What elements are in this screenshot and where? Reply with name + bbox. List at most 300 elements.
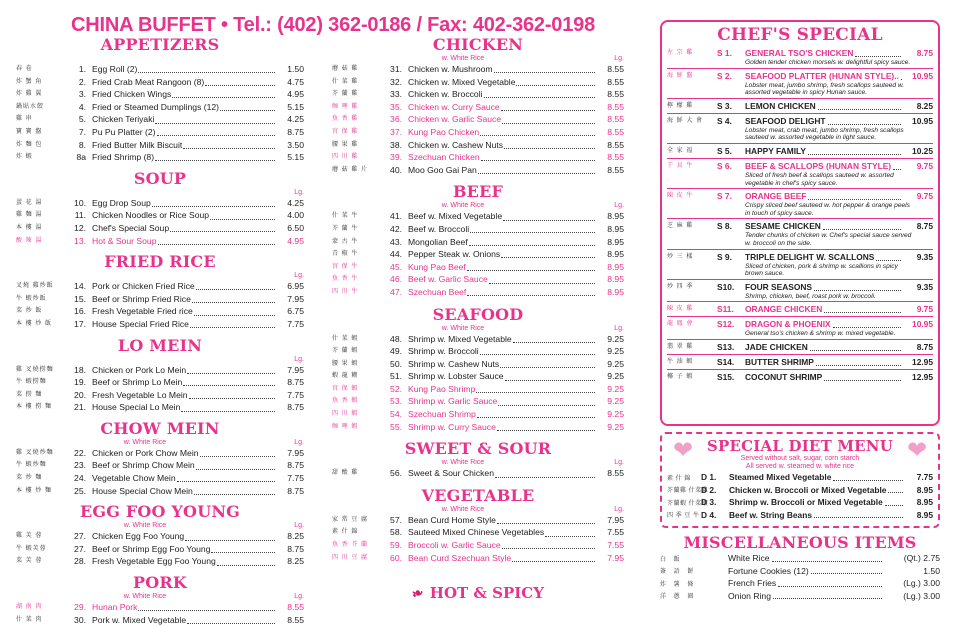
menu-item[interactable] (16, 364, 304, 377)
item-name: ORANGE BEEF (745, 191, 806, 202)
item-chinese-name: 芥蘭雞 什菜雞 (667, 485, 701, 494)
dot-leader (138, 603, 275, 611)
menu-item[interactable] (16, 376, 304, 389)
item-chinese-name: 炸 薯 條 (660, 579, 728, 588)
menu-item[interactable] (16, 305, 304, 318)
dot-leader (183, 141, 275, 149)
menu-item[interactable] (16, 601, 304, 614)
left-column (16, 36, 304, 626)
dot-leader (470, 225, 595, 233)
menu-item[interactable] (16, 555, 304, 568)
menu-section (16, 253, 304, 330)
section-subheader (16, 355, 304, 364)
menu-item[interactable] (16, 389, 304, 402)
chef-special-line (667, 161, 933, 172)
menu-item[interactable] (16, 151, 304, 164)
chef-special-item[interactable] (667, 98, 933, 113)
chef-special-item[interactable] (667, 316, 933, 339)
item-chinese-name: 蘑 菇 雞 片 (332, 164, 380, 177)
item-price: (Lg.) 3.00 (884, 578, 940, 588)
item-chinese-name: 酸 辣 湯 (16, 235, 64, 248)
item-name: Vegetable Chow Mein (92, 472, 176, 485)
item-name: ORANGE CHICKEN (745, 304, 822, 315)
item-price: 4.95 (276, 88, 304, 101)
chef-special-line (667, 252, 933, 263)
misc-item[interactable] (660, 590, 940, 603)
item-price: 10.95 (903, 116, 933, 127)
dot-leader (504, 141, 595, 149)
item-number: 10. (64, 197, 92, 210)
menu-item[interactable] (16, 235, 304, 248)
dot-leader (185, 533, 275, 541)
menu-item[interactable] (332, 126, 624, 139)
page-title: CHINA BUFFET • Tel.: (402) 362-0186 / Fax: 402-362-0198 (28, 14, 638, 37)
section-title: PORK (16, 574, 304, 592)
item-price: 8.95 (596, 273, 624, 286)
item-name: Steamed Mixed Vegetable (729, 472, 831, 482)
dot-leader (502, 541, 595, 549)
menu-item[interactable] (332, 164, 624, 177)
item-number: 37. (380, 126, 408, 139)
item-name: HAPPY FAMILY (745, 146, 806, 157)
chef-special-item[interactable] (667, 249, 933, 279)
menu-item[interactable] (332, 236, 624, 249)
dot-leader (495, 470, 595, 478)
item-name: SESAME CHICKEN (745, 221, 821, 232)
item-chinese-name: 蝦 龍 糊 (332, 370, 380, 383)
menu-item[interactable] (332, 261, 624, 274)
menu-item[interactable] (16, 113, 304, 126)
item-name: Fried Crab Meat Rangoon (8) (92, 76, 204, 89)
item-number: 19. (64, 376, 92, 389)
item-chinese-name: 家 常 豆 腐 (332, 514, 380, 527)
menu-item[interactable] (16, 63, 304, 76)
item-number: D 1. (701, 472, 729, 482)
item-chinese-name: 菜 撈 麵 (16, 389, 64, 402)
section-subheader (332, 505, 624, 514)
menu-item[interactable] (332, 383, 624, 396)
menu-item[interactable] (16, 401, 304, 414)
item-price: 8.75 (276, 485, 304, 498)
size-label (274, 54, 304, 63)
chef-special-item[interactable] (667, 279, 933, 302)
item-description: Sliced of fresh beef & scallops sauteed w. assorted vegetable in chef's spicy sauce. (667, 172, 933, 187)
item-name: Beef or Shrimp Chow Mein (92, 459, 195, 472)
item-name: Szechuan Chicken (408, 151, 480, 164)
chef-special-item[interactable] (667, 113, 933, 143)
item-name: Chicken Teriyaki (92, 113, 154, 126)
chef-special-line (667, 282, 933, 293)
menu-item[interactable] (16, 485, 304, 498)
item-number: 12. (64, 222, 92, 235)
dot-leader (823, 223, 901, 230)
item-price: 9.25 (596, 345, 624, 358)
menu-item[interactable] (16, 222, 304, 235)
item-name: Chicken or Pork Lo Mein (92, 364, 186, 377)
item-price: 8.55 (596, 63, 624, 76)
menu-item[interactable] (332, 539, 624, 552)
item-number: 49. (380, 345, 408, 358)
section-subtitle (16, 355, 274, 364)
item-number: S 4. (717, 116, 745, 127)
item-price: 3.50 (276, 139, 304, 152)
menu-item[interactable] (16, 293, 304, 306)
item-price: 8.95 (596, 248, 624, 261)
menu-item[interactable] (332, 408, 624, 421)
misc-item[interactable] (660, 565, 940, 578)
menu-item[interactable] (332, 552, 624, 565)
menu-item[interactable] (16, 209, 304, 222)
menu-item[interactable] (16, 88, 304, 101)
diet-item[interactable] (667, 484, 933, 497)
item-number: S10. (717, 282, 745, 293)
menu-item[interactable] (332, 223, 624, 236)
item-price: 7.95 (276, 364, 304, 377)
item-chinese-name: 炸 蝦 (16, 151, 64, 164)
section-title: APPETIZERS (16, 36, 304, 54)
section-subheader (16, 271, 304, 280)
item-chinese-name: 菜 炒 飯 (16, 305, 64, 318)
menu-item[interactable] (332, 526, 624, 539)
chef-special-item[interactable] (667, 68, 933, 98)
dot-leader (196, 282, 275, 290)
item-name: Szechuan Shrimp (408, 408, 476, 421)
item-name: Shrimp w. Cashew Nuts (408, 358, 499, 371)
item-number: 39. (380, 151, 408, 164)
size-label: Lg. (274, 592, 304, 601)
item-name: Kung Pao Chicken (408, 126, 479, 139)
dot-leader (196, 462, 275, 470)
item-number: 28. (64, 555, 92, 568)
item-chinese-name: 宮 保 牛 (332, 261, 380, 274)
dot-leader (170, 224, 275, 232)
item-number: 52. (380, 383, 408, 396)
item-chinese-name: 什 菜 蝦 (332, 333, 380, 346)
diet-item[interactable] (667, 509, 933, 522)
item-chinese-name: 咖 哩 雞 (332, 101, 380, 114)
chef-special-item[interactable] (667, 46, 933, 68)
menu-item[interactable] (332, 76, 624, 89)
item-name: Sweet & Sour Chicken (408, 467, 494, 480)
item-price: 8.95 (905, 485, 933, 495)
dot-leader (480, 128, 595, 136)
dot-leader (138, 65, 275, 73)
menu-item[interactable] (332, 273, 624, 286)
dot-leader (808, 148, 901, 155)
item-number: S12. (717, 319, 745, 330)
dot-leader (497, 423, 595, 431)
item-number: 27. (64, 543, 92, 556)
item-name: GENERAL TSO'S CHICKEN (745, 48, 853, 59)
menu-item[interactable] (16, 139, 304, 152)
item-chinese-name: 炸 麵 包 (16, 139, 64, 152)
misc-item[interactable] (660, 552, 940, 565)
chef-special-item[interactable] (667, 301, 933, 316)
menu-item[interactable] (16, 472, 304, 485)
item-chinese-name: 本 樓 撈 麵 (16, 401, 64, 414)
dot-leader (814, 284, 901, 291)
item-chinese-name: 炒 四 季 (667, 282, 717, 293)
item-price: 6.75 (276, 305, 304, 318)
diet-item[interactable] (667, 471, 933, 484)
menu-item[interactable] (332, 421, 624, 434)
menu-item[interactable] (16, 447, 304, 460)
item-description: Lobster meat, jumbo shrimp, fresh scallops sauteed w. assorted vegetable in spicy Hunan sauce. (667, 82, 933, 97)
dot-leader (818, 103, 901, 110)
size-label: Lg. (274, 355, 304, 364)
item-name: Chicken w. Mixed Vegetable (408, 76, 515, 89)
item-name: SEAFOOD PLATTER (HUNAN STYLE).. (745, 71, 899, 82)
menu-item[interactable] (16, 318, 304, 331)
menu-item[interactable] (16, 280, 304, 293)
dot-leader (513, 335, 595, 343)
item-name: BEEF & SCALLOPS (HUNAN STYLE) (745, 161, 891, 172)
item-price: 8.55 (276, 614, 304, 626)
item-chinese-name: 寶 寶 盤 (16, 126, 64, 139)
chef-special-item[interactable] (667, 369, 933, 384)
menu-item[interactable] (332, 333, 624, 346)
menu-item[interactable] (332, 63, 624, 76)
item-chinese-name: 陳 皮 雞 (667, 304, 717, 315)
item-chinese-name: 左 宗 雞 (667, 48, 717, 59)
item-name: Chicken or Pork Chow Mein (92, 447, 199, 460)
item-name: Shrimp w. Broccoli or Mixed Vegetable (729, 497, 883, 507)
item-price: 8.75 (276, 126, 304, 139)
item-name: LEMON CHICKEN (745, 101, 816, 112)
dot-leader (477, 410, 595, 418)
item-chinese-name: 什 菜 雞 (332, 76, 380, 89)
item-number: 1. (64, 63, 92, 76)
item-price: 8.75 (903, 342, 933, 353)
item-price: 9.25 (596, 408, 624, 421)
dot-leader (183, 378, 275, 386)
item-chinese-name: 鍋貼水餃 (16, 101, 64, 114)
item-description: Tender chunks of chicken w. Chef's special sauce served w. broccoli on the side. (667, 232, 933, 247)
item-chinese-name: 咖 哩 蝦 (332, 421, 380, 434)
menu-item[interactable] (332, 210, 624, 223)
dot-leader (885, 499, 903, 506)
item-number: 7. (64, 126, 92, 139)
item-price: 4.75 (276, 76, 304, 89)
item-chinese-name: 雞 叉燒炒麵 (16, 447, 64, 460)
item-name: DRAGON & PHOENIX (745, 319, 831, 330)
menu-item[interactable] (332, 370, 624, 383)
item-number: 48. (380, 333, 408, 346)
item-chinese-name: 牛 蝦炒飯 (16, 293, 64, 306)
misc-item[interactable] (660, 577, 940, 590)
section-subtitle: w. White Rice (332, 505, 594, 514)
dot-leader (210, 212, 275, 220)
section-subtitle: w. White Rice (332, 324, 594, 333)
menu-item[interactable] (332, 358, 624, 371)
menu-item[interactable] (332, 467, 624, 480)
item-price: 8.95 (905, 510, 933, 520)
item-chinese-name: 菜 芙 蓉 (16, 555, 64, 568)
menu-item[interactable] (16, 543, 304, 556)
item-number: S14. (717, 357, 745, 368)
menu-item[interactable] (332, 248, 624, 261)
item-chinese-name: 四 季 豆 牛 (667, 510, 701, 519)
menu-item[interactable] (16, 459, 304, 472)
dot-leader (172, 90, 275, 98)
menu-item[interactable] (16, 126, 304, 139)
menu-item[interactable] (332, 286, 624, 299)
item-chinese-name: 炸 雞 翼 (16, 88, 64, 101)
item-chinese-name: 雞 串 (16, 113, 64, 126)
menu-item[interactable] (332, 395, 624, 408)
item-name: Chicken Egg Foo Young (92, 530, 184, 543)
dot-leader (503, 213, 595, 221)
item-chinese-name: 宮 保 雞 (332, 126, 380, 139)
item-description: General tso's chicken & shrimp w. mixed vegetable. (667, 330, 933, 338)
dot-leader (501, 250, 595, 258)
chef-special-item[interactable] (667, 143, 933, 158)
item-number: D 3. (701, 497, 729, 507)
dot-leader (181, 404, 275, 412)
item-name: Beef or Shrimp Fried Rice (92, 293, 191, 306)
item-number: 24. (64, 472, 92, 485)
chef-special-item[interactable] (667, 354, 933, 369)
section-subtitle (16, 188, 274, 197)
item-number: 21. (64, 401, 92, 414)
item-price: (Qt.) 2.75 (884, 553, 940, 563)
item-price: 4.25 (276, 113, 304, 126)
item-price: 7.95 (596, 552, 624, 565)
item-chinese-name: 甜 酸 雞 (332, 467, 380, 480)
item-number: S 5. (717, 146, 745, 157)
menu-item[interactable] (332, 514, 624, 527)
menu-item[interactable] (16, 101, 304, 114)
item-description: Sliced of chicken, pork & shrimp w. scallions in spicy brown sauce. (667, 263, 933, 278)
item-price: 8.55 (596, 164, 624, 177)
item-name: Chicken Noodles or Rice Soup (92, 209, 209, 222)
item-chinese-name: 魚 香 雞 (332, 113, 380, 126)
section-title: CHOW MEIN (16, 420, 304, 438)
menu-item[interactable] (16, 197, 304, 210)
item-name: Sauteed Mixed Chinese Vegetables (408, 526, 544, 539)
item-number: 45. (380, 261, 408, 274)
item-number: 59. (380, 539, 408, 552)
section-subheader (16, 54, 304, 63)
item-name: Fortune Cookies (12) (728, 566, 809, 576)
item-number: 33. (380, 88, 408, 101)
item-price: 9.75 (903, 161, 933, 172)
dot-leader (811, 567, 882, 574)
item-number: 15. (64, 293, 92, 306)
section-subheader (16, 188, 304, 197)
item-price: 8.25 (276, 555, 304, 568)
dot-leader (833, 474, 903, 481)
item-price: 7.95 (596, 514, 624, 527)
item-name: Bean Curd Home Style (408, 514, 496, 527)
chef-special-item[interactable] (667, 218, 933, 248)
dot-leader (467, 288, 595, 296)
menu-item[interactable] (332, 345, 624, 358)
dot-leader (888, 486, 903, 493)
dot-leader (478, 166, 595, 174)
chef-special-item[interactable] (667, 188, 933, 218)
section-title: SEAFOOD (332, 306, 624, 324)
dot-leader (545, 529, 595, 537)
item-number: 35. (380, 101, 408, 114)
dot-leader (773, 592, 882, 599)
dot-leader (814, 511, 903, 518)
menu-section (16, 574, 304, 626)
menu-item[interactable] (332, 139, 624, 152)
item-number: 22. (64, 447, 92, 460)
item-name: Onion Ring (728, 591, 771, 601)
item-number: 36. (380, 113, 408, 126)
size-label: Lg. (594, 505, 624, 514)
item-price: 7.75 (905, 472, 933, 482)
item-number: D 4. (701, 510, 729, 520)
chef-special-item[interactable] (667, 158, 933, 188)
item-chinese-name: 牛 油 蝦 (667, 357, 717, 368)
item-price: (Lg.) 3.00 (884, 591, 940, 601)
dot-leader (217, 558, 275, 566)
item-name: French Fries (728, 578, 776, 588)
item-name: Bean Curd Szechuan Style (408, 552, 511, 565)
item-number: 55. (380, 421, 408, 434)
item-price: 1.50 (276, 63, 304, 76)
section-subheader (16, 592, 304, 601)
chefs-special-box (660, 20, 940, 426)
item-name: Shrimp w. Curry Sauce (408, 421, 496, 434)
item-price: 10.95 (903, 71, 933, 82)
dot-leader (155, 116, 275, 124)
item-price: 9.25 (596, 383, 624, 396)
item-name: Shrimp w. Broccoli (408, 345, 479, 358)
item-name: Beef w. Mixed Vegetable (408, 210, 502, 223)
dot-leader (828, 118, 902, 125)
menu-item[interactable] (332, 88, 624, 101)
item-name: Shrimp w. Lobster Sauce (408, 370, 504, 383)
item-name: House Special Lo Mein (92, 401, 180, 414)
item-name: Pork or Chicken Fried Rice (92, 280, 195, 293)
item-number: S13. (717, 342, 745, 353)
dot-leader (778, 580, 882, 587)
item-number: S11. (717, 304, 745, 315)
item-price: 8.55 (596, 126, 624, 139)
menu-item[interactable] (332, 101, 624, 114)
item-number: 51. (380, 370, 408, 383)
section-subheader (332, 458, 624, 467)
item-chinese-name: 本 樓 炒 飯 (16, 318, 64, 331)
item-chinese-name: 四 川 牛 (332, 286, 380, 299)
section-subtitle: w. White Rice (16, 521, 274, 530)
item-price: 8.55 (596, 76, 624, 89)
dot-leader (497, 516, 595, 524)
item-name: SEAFOOD DELIGHT (745, 116, 826, 127)
item-chinese-name: 魚 香 牛 (332, 273, 380, 286)
menu-item[interactable] (332, 113, 624, 126)
chef-special-item[interactable] (667, 339, 933, 354)
menu-item[interactable] (16, 530, 304, 543)
item-number: 20. (64, 389, 92, 402)
diet-item[interactable] (667, 496, 933, 509)
item-number: 47. (380, 286, 408, 299)
item-chinese-name: 青 椒 牛 (332, 248, 380, 261)
menu-item[interactable] (16, 76, 304, 89)
item-name: House Special Fried Rice (92, 318, 189, 331)
item-chinese-name: 芥 蘭 牛 (332, 223, 380, 236)
item-price: 7.95 (276, 293, 304, 306)
item-name: Kung Pao Shrimp (408, 383, 475, 396)
item-chinese-name: 芥蘭蝦 什菜蝦 (667, 498, 701, 507)
dot-leader (190, 320, 275, 328)
item-price: 8.55 (596, 101, 624, 114)
menu-item[interactable] (332, 151, 624, 164)
